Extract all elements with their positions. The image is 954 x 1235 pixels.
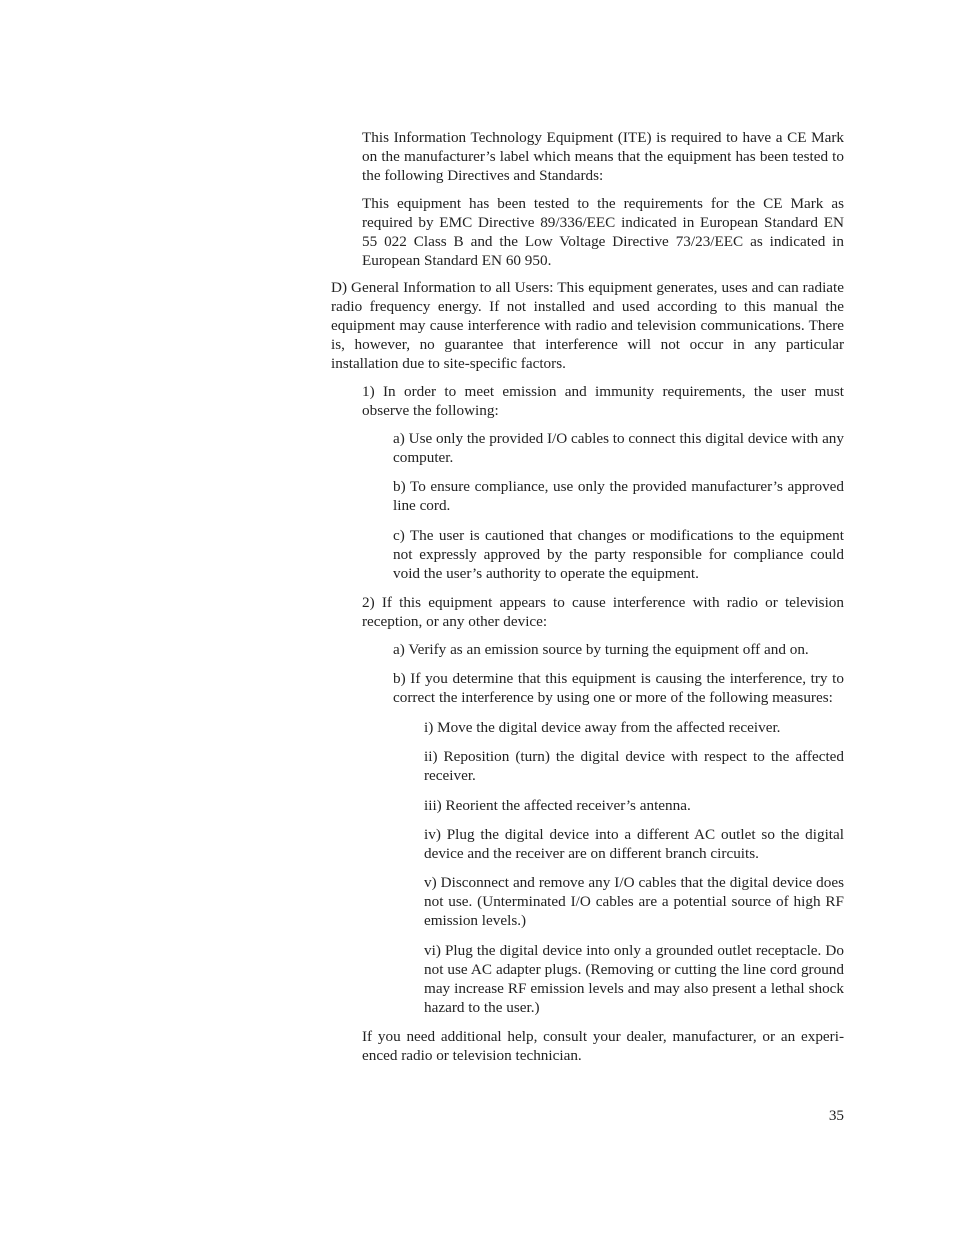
io-cables-item: a) Use only the provided I/O cables to connect this digital device with any computer. — [393, 430, 844, 466]
measure-reorient-antenna: iii) Reorient the affected receiver’s antenna. — [424, 797, 691, 814]
general-information-paragraph: D) General Information to all Users: This equipment generates, uses and can radiate radio frequency energy. If not installed and used according to this manual the equipment may cause interference with radio and television communications. There is, however, no guarantee that interference will not occur in any particular installation due to site-specific factors. — [331, 279, 844, 372]
modifications-caution-item: c) The user is cautioned that changes or modifications to the equipment not expressly approved by the party responsible for compliance could void the user’s authority to operate the equipment. — [393, 527, 844, 582]
additional-help-paragraph: If you need additional help, consult your dealer, manufacturer, or an experienced radio or television technician. — [362, 1028, 844, 1064]
measure-move-device: i) Move the digital device away from the affected receiver. — [424, 719, 781, 736]
ce-mark-intro-paragraph: This Information Technology Equipment (ITE) is required to have a CE Mark on the manufacturer’s label which means that the equipment has been tested to the following Directives and Standards: — [362, 129, 844, 184]
measure-different-outlet: iv) Plug the digital device into a different AC outlet so the digital device and the receiver are on different branch circuits. — [424, 826, 844, 862]
page-number: 35 — [828, 1107, 844, 1124]
ce-mark-test-paragraph: This equipment has been tested to the requirements for the CE Mark as required by EMC Directive 89/336/EEC indicated in European Standard EN 55 022 Class B and the Low Voltage Directive 73/23/EEC as indicated in European Standard EN 60 950. — [362, 195, 844, 269]
verify-emission-item: a) Verify as an emission source by turning the equipment off and on. — [393, 641, 809, 658]
measure-disconnect-cables: v) Disconnect and remove any I/O cables that the digital device does not use. (Unterminated I/O cables are a potential source of high RF emission levels.) — [424, 874, 844, 929]
measure-reposition-device: ii) Reposition (turn) the digital device with respect to the affected receiver. — [424, 748, 844, 784]
interference-item: 2) If this equipment appears to cause interference with radio or television reception, or any other device: — [362, 594, 844, 630]
emission-requirements-item: 1) In order to meet emission and immunity requirements, the user must observe the following: — [362, 383, 844, 419]
measure-grounded-outlet: vi) Plug the digital device into only a grounded outlet receptacle. Do not use AC adapter plugs. (Removing or cutting the line cord ground may increase RF emission levels and may also present a lethal shock hazard to the user.) — [424, 942, 844, 1016]
correct-interference-item: b) If you determine that this equipment is causing the interference, try to correct the interference by using one or more of the following measures: — [393, 670, 844, 706]
line-cord-item: b) To ensure compliance, use only the provided manufacturer’s approved line cord. — [393, 478, 844, 514]
